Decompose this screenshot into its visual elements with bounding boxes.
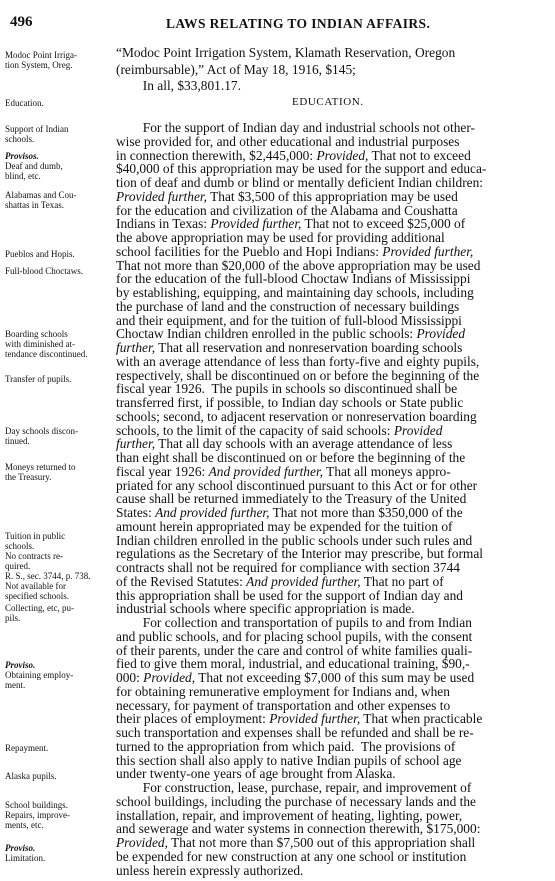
margin-note-line: School buildings. — [5, 800, 69, 810]
text-run: necessary, for payment of transportation and other expenses to — [116, 697, 451, 713]
margin-note-line: schools. — [5, 134, 35, 144]
margin-note — [5, 50, 109, 70]
margin-note — [5, 190, 109, 210]
margin-note-line: Full-blood Choctaws. — [5, 266, 83, 276]
text-line — [116, 79, 542, 93]
text-run: such transportation and expenses shall be refunded and shall be re- — [116, 725, 474, 740]
text-run: unless herein expressly authorized. — [116, 862, 304, 878]
margin-note-line: the Treasury. — [5, 472, 52, 482]
italic-text: Provided further, — [116, 188, 207, 204]
text-run: States: — [116, 505, 156, 520]
margin-note — [5, 151, 109, 181]
text-run: Indian children enrolled in the public schools under such rules and — [116, 532, 473, 548]
margin-note-line: with diminished at- — [5, 339, 75, 349]
text-run: That all moneys appro- — [323, 463, 451, 479]
italic-text: Provided further, — [210, 216, 302, 232]
italic-text: And provided further, — [155, 505, 270, 520]
text-run: and sewerage and water systems in connection therewith, $175,000: — [116, 821, 481, 837]
margin-note-line: Tuition in public — [5, 531, 66, 541]
margin-note — [5, 426, 109, 446]
margin-note-line: Deaf and dumb, — [5, 161, 63, 171]
text-run: That not more than $20,000 of the above appropriation may be used — [116, 257, 481, 273]
text-run: the above appropriation may be used for providing additional — [116, 230, 445, 245]
margin-note-line: Provisos. — [5, 151, 39, 161]
text-run: than eight shall be discontinued on or before the beginning of the — [116, 450, 466, 465]
italic-text: Provided, — [116, 835, 168, 850]
italic-text: And provided further, — [208, 463, 324, 479]
text-run: amount herein appropriated may be expended for the tuition of — [116, 518, 453, 534]
text-run: of the Revised Statutes: — [116, 573, 247, 589]
margin-note-line: quired. — [5, 561, 31, 571]
margin-note-line: Pueblos and Hopis. — [5, 249, 75, 259]
margin-note-line: R. S., sec. 3744, p. 738. — [5, 571, 91, 581]
text-run: transferred first, if possible, to Indian day schools or State public — [116, 395, 464, 410]
margin-note-line: blind, etc. — [5, 171, 41, 181]
text-run: respectively, shall be discontinued on or before the beginning of the — [116, 367, 480, 383]
text-run: That $3,500 of this appropriation may be used — [207, 188, 458, 204]
text-run: priated for any school discontinued pursuant to this Act or for other — [116, 477, 478, 493]
italic-text: Provided — [416, 326, 466, 342]
text-line — [116, 46, 542, 60]
margin-note-line: ments, etc. — [5, 820, 44, 830]
page-number: 496 — [10, 14, 33, 30]
margin-note — [5, 800, 109, 830]
text-run: That not to exceed — [368, 147, 471, 163]
text-run: That all reservation and nonreservation boarding schools — [155, 340, 463, 355]
text-run: tion of deaf and dumb or blind or mentally deficient Indian children: — [116, 175, 484, 190]
margin-note-line: Proviso. — [5, 660, 36, 670]
text-run: fied to give them moral, industrial, and educational training, $90,- — [116, 656, 470, 672]
italic-text: Provided — [393, 422, 443, 438]
text-run: school facilities for the Pueblo and Hopi Indians: — [116, 243, 383, 259]
text-run: school buildings, including the purchase of necessary lands and the — [116, 793, 476, 809]
text-run: schools, to the limit of the capacity of said schools: — [116, 422, 394, 438]
text-run: for the education of the full-blood Choctaw Indians of Mississippi — [116, 271, 471, 287]
italic-text: further, — [116, 436, 156, 452]
margin-note-line: schools. — [5, 541, 35, 551]
margin-note-line: tinued. — [5, 436, 30, 446]
italic-text: further, — [116, 340, 156, 355]
text-run: fiscal year 1926. The pupils in schools so discontinued shall be — [116, 381, 458, 397]
text-line — [116, 864, 542, 878]
text-run: this section shall also apply to native Indian pupils of school age — [116, 752, 462, 768]
text-run: That all day schools with an average attendance of less — [155, 436, 453, 452]
margin-note — [5, 462, 109, 482]
text-run: and public schools, and for placing school pupils, with the consent — [116, 628, 473, 644]
text-run: For the support of Indian day and industrial schools not other- — [116, 120, 475, 135]
text-run: schools; second, to adjacent reservation or nonreservation boarding — [116, 408, 477, 424]
margin-note-line: Transfer of pupils. — [5, 374, 72, 384]
margin-note-line: Obtaining employ- — [5, 670, 74, 680]
margin-note-line: Alaska pupils. — [5, 771, 57, 781]
text-run: $40,000 of this appropriation may be used for the support and educa- — [116, 161, 487, 177]
text-run: Indians in Texas: — [116, 216, 211, 232]
margin-note-line: Not available for — [5, 581, 66, 591]
text-run: That no part of — [360, 573, 444, 589]
text-run: be expended for new construction at any one school or institution — [116, 848, 467, 864]
margin-note-line: Alabamas and Cou- — [5, 190, 77, 200]
text-run: under twenty-one years of age brought from Alaska. — [116, 766, 396, 782]
margin-note — [5, 660, 109, 690]
text-run: That when practicable — [360, 711, 483, 727]
text-run: In all, $33,801.17. — [116, 78, 241, 93]
text-run: and their equipment, and for the tuition of full-blood Mississippi — [116, 312, 462, 328]
text-run: (reimbursable),” Act of May 18, 1916, $145; — [116, 61, 356, 77]
section-heading: EDUCATION. — [292, 96, 364, 108]
margin-note-line: Modoc Point Irriga- — [5, 50, 77, 60]
margin-note — [5, 843, 109, 863]
margin-note — [5, 329, 109, 359]
text-run: by establishing, equipping, and maintaining day schools, including — [116, 285, 474, 300]
text-run: Choctaw Indian children enrolled in the public schools: — [116, 326, 417, 342]
margin-note-line: specified schools. — [5, 591, 69, 601]
margin-note-line: tion System, Oreg. — [5, 60, 73, 70]
italic-text: And provided further, — [246, 573, 361, 589]
text-run: That not more than $7,500 out of this appropriation shall — [167, 835, 476, 850]
margin-note — [5, 603, 109, 623]
text-run: this appropriation shall be used for the support of Indian day and — [116, 587, 463, 603]
margin-note-line: shattas in Texas. — [5, 200, 64, 210]
text-run: That not more than $350,000 of the — [269, 505, 463, 520]
text-run: installation, repair, and improvement of heating, lighting, power, — [116, 807, 463, 823]
text-run: the purchase of land and the construction of necessary buildings — [116, 298, 460, 314]
margin-note-line: Support of Indian — [5, 124, 69, 134]
italic-text: Provided further, — [382, 243, 474, 259]
italic-text: Provided, — [143, 670, 196, 685]
margin-note — [5, 771, 109, 781]
margin-note-line: Boarding schools — [5, 329, 68, 339]
margin-note — [5, 249, 109, 259]
text-run: their places of employment: — [116, 711, 270, 727]
text-run: industrial schools where specific appropriation is made. — [116, 601, 415, 617]
margin-note-line: Collecting, etc, pu- — [5, 603, 74, 613]
margin-note-line: Repairs, improve- — [5, 810, 70, 820]
margin-note — [5, 266, 109, 276]
text-line — [116, 63, 542, 77]
italic-text: Provided further, — [269, 711, 361, 727]
text-run: wise provided for, and other educational and industrial purposes — [116, 133, 460, 149]
margin-note — [5, 124, 109, 144]
text-run: turned to the appropriation from which paid. The provisions of — [116, 738, 456, 754]
margin-note-line: Day schools discon- — [5, 426, 78, 436]
text-run: for the education and civilization of the Alabama and Coushatta — [116, 202, 458, 218]
text-run: That not to exceed $25,000 of — [301, 216, 466, 232]
text-run: fiscal year 1926: — [116, 463, 209, 479]
text-run: For collection and transportation of pupils to and from Indian — [116, 615, 472, 630]
margin-note-line: Repayment. — [5, 743, 49, 753]
margin-note — [5, 374, 109, 384]
margin-note-line: ment. — [5, 680, 26, 690]
italic-text: Provided, — [316, 147, 369, 163]
margin-note-line: pils. — [5, 613, 21, 623]
running-title: LAWS RELATING TO INDIAN AFFAIRS. — [166, 16, 431, 31]
margin-note-line: No contracts re- — [5, 551, 63, 561]
text-run: That not exceeding $7,000 of this sum may be used — [195, 670, 475, 685]
text-run: for obtaining remunerative employment for Indians and, when — [116, 683, 450, 699]
margin-note — [5, 743, 109, 753]
margin-note-line: Proviso. — [5, 843, 36, 853]
margin-note — [5, 98, 109, 108]
margin-note-line: tendance discontinued. — [5, 349, 88, 359]
text-run: For construction, lease, purchase, repair, and improvement of — [116, 780, 472, 795]
text-run: 000: — [116, 670, 144, 685]
text-run: regulations as the Secretary of the Interior may prescribe, but formal — [116, 546, 483, 562]
margin-note-line: Moneys returned to — [5, 462, 76, 472]
text-run: contracts shall not be required for compliance with section 3744 — [116, 560, 460, 575]
margin-note — [5, 531, 109, 601]
text-run: with an average attendance of less than forty-five and eighty pupils, — [116, 353, 480, 369]
text-run: in connection therewith, $2,445,000: — [116, 147, 317, 163]
margin-note-line: Limitation. — [5, 853, 46, 863]
text-run: “Modoc Point Irrigation System, Klamath Reservation, Oregon — [116, 45, 456, 60]
text-run: cause shall be returned immediately to the Treasury of the United — [116, 491, 467, 507]
margin-note-line: Education. — [5, 98, 44, 108]
text-run: of their parents, under the care and control of white families quali- — [116, 642, 473, 658]
